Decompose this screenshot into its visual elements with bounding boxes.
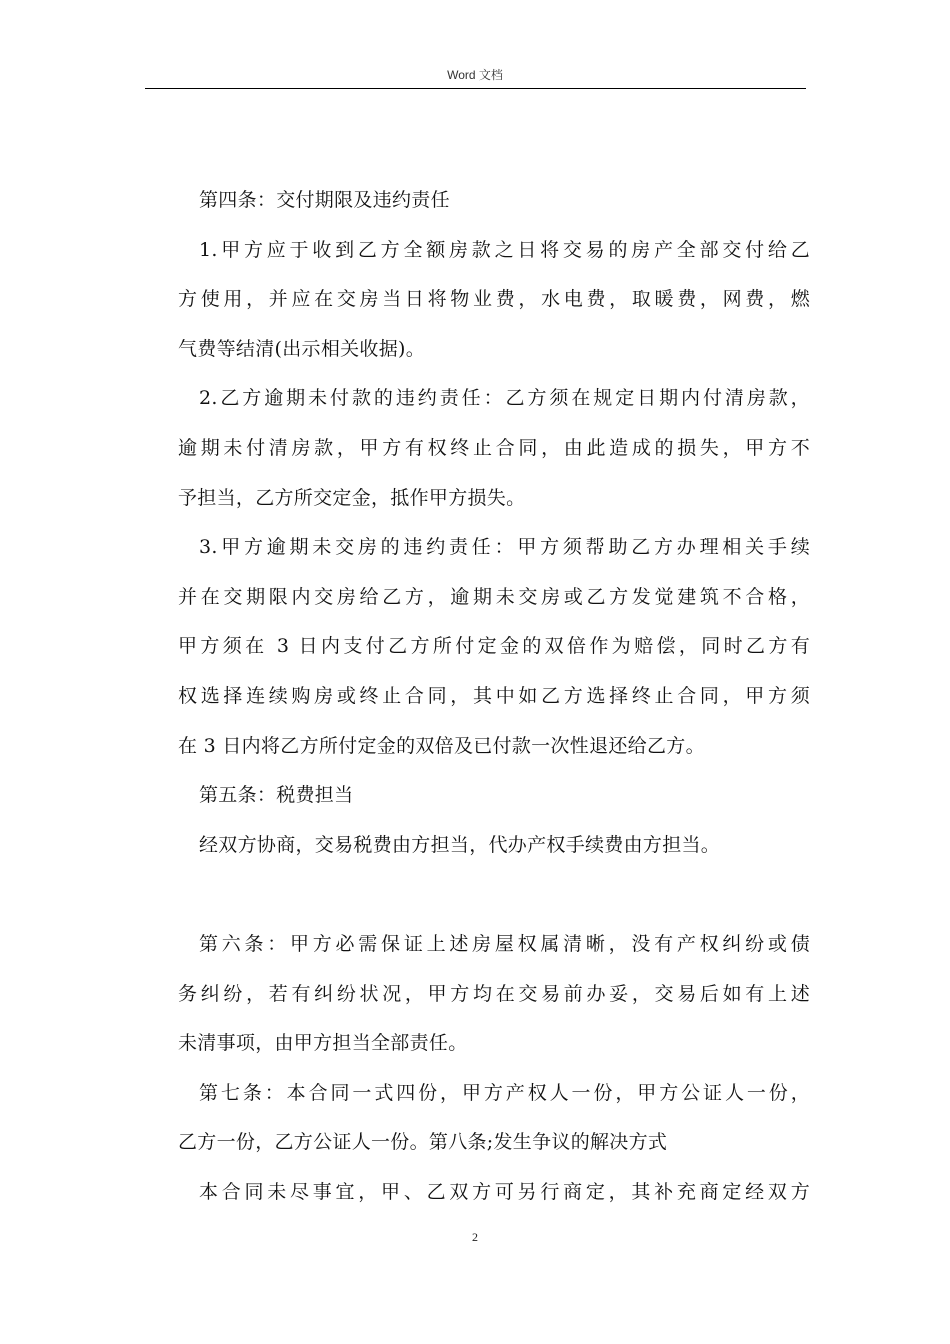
article-4-heading: 第四条：交付期限及违约责任 bbox=[199, 189, 450, 211]
paragraph-line: 第七条：本合同一式四份，甲方产权人一份，甲方公证人一份， bbox=[199, 1081, 810, 1104]
paragraph-line: 甲方须在 3 日内支付乙方所付定金的双倍作为赔偿，同时乙方有 bbox=[178, 635, 810, 658]
article-5-heading: 第五条：税费担当 bbox=[199, 784, 354, 807]
document-body bbox=[178, 176, 810, 1217]
paragraph-line: 未清事项，由甲方担当全部责任。 bbox=[178, 1032, 468, 1055]
paragraph-line: 经双方协商，交易税费由方担当，代办产权手续费由方担当。 bbox=[199, 833, 721, 856]
paragraph-line: 2.乙方逾期未付款的违约责任：乙方须在规定日期内付清房款， bbox=[199, 387, 810, 410]
paragraph-line: 务纠纷，若有纠纷状况，甲方均在交易前办妥，交易后如有上述 bbox=[178, 982, 810, 1005]
paragraph-line: 权选择连续购房或终止合同，其中如乙方选择终止合同，甲方须 bbox=[178, 684, 810, 707]
paragraph-line: 第六条：甲方必需保证上述房屋权属清晰，没有产权纠纷或债 bbox=[199, 932, 810, 955]
blank-line bbox=[178, 870, 810, 920]
paragraph-line: 予担当，乙方所交定金，抵作甲方损失。 bbox=[178, 486, 526, 509]
page-number: 2 bbox=[472, 1230, 478, 1244]
paragraph-line: 本合同未尽事宜，甲、乙双方可另行商定，其补充商定经双方 bbox=[199, 1180, 810, 1203]
paragraph-line: 乙方一份，乙方公证人一份。第八条;发生争议的解决方式 bbox=[178, 1131, 668, 1154]
paragraph-line: 方使用，并应在交房当日将物业费，水电费，取暖费，网费，燃 bbox=[178, 288, 810, 311]
paragraph-line: 并在交期限内交房给乙方，逾期未交房或乙方发觉建筑不合格， bbox=[178, 585, 810, 608]
paragraph-line: 3.甲方逾期未交房的违约责任：甲方须帮助乙方办理相关手续 bbox=[199, 536, 810, 559]
page-header: Word 文档 bbox=[447, 68, 503, 82]
paragraph-line: 在 3 日内将乙方所付定金的双倍及已付款一次性退还给乙方。 bbox=[178, 734, 705, 757]
header-divider bbox=[145, 88, 806, 89]
paragraph-line: 1.甲方应于收到乙方全额房款之日将交易的房产全部交付给乙 bbox=[199, 238, 810, 261]
paragraph-line: 气费等结清(出示相关收据)。 bbox=[178, 337, 426, 360]
paragraph-line: 逾期未付清房款，甲方有权终止合同，由此造成的损失，甲方不 bbox=[178, 436, 810, 459]
